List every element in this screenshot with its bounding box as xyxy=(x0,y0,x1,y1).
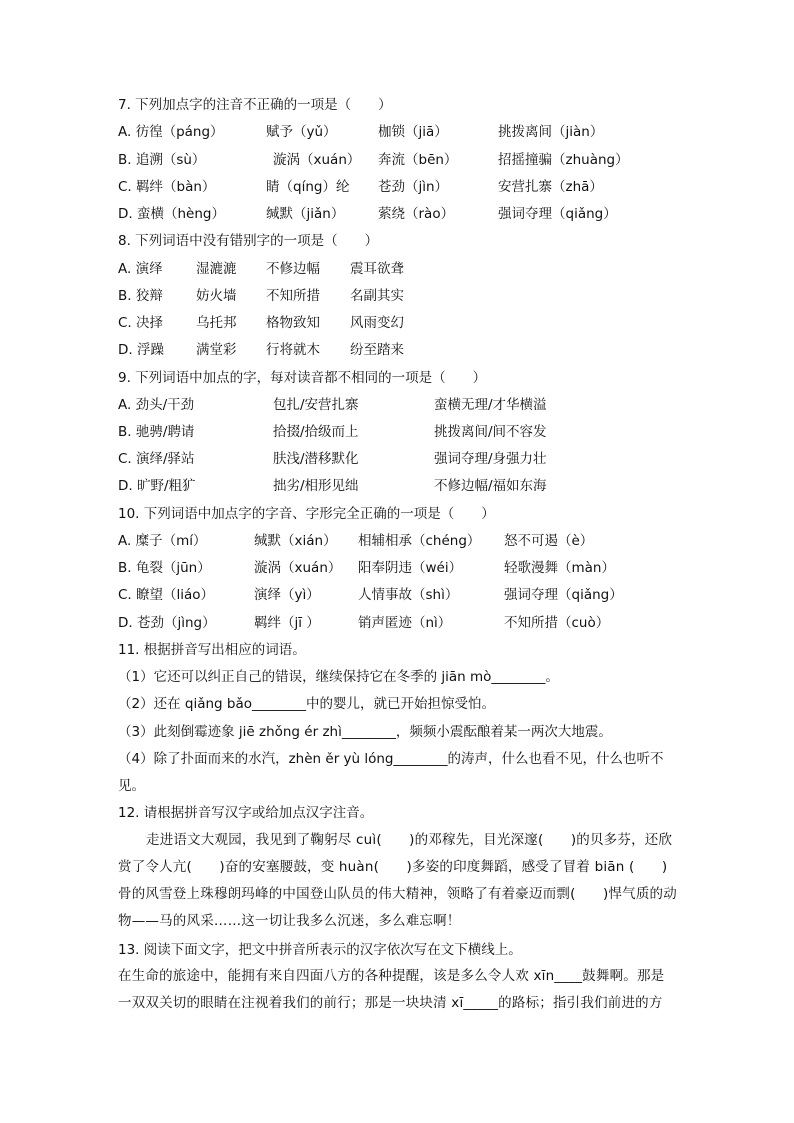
question-10-stem: 10. 下列词语中加点字的字音、字形完全正确的一项是（ ） xyxy=(118,506,495,522)
option-cell: 纷至踏来 xyxy=(350,342,404,358)
option-cell: 睛（qíng）纶 xyxy=(266,179,350,195)
option-cell: 羁绊（jī ） xyxy=(254,615,320,631)
option-cell: 风雨变幻 xyxy=(350,315,404,331)
option-cell: 阳奉阴违（wéi） xyxy=(358,560,463,576)
question-12-stem: 12. 请根据拼音写汉字或给加点汉字注音。 xyxy=(118,805,374,821)
option-cell: B. 追溯（sù） xyxy=(118,152,206,168)
option-cell: 苍劲（jìn） xyxy=(378,179,449,195)
option-cell: 缄默（xián） xyxy=(254,533,337,549)
question-7-stem: 7. 下列加点字的注音不正确的一项是（ ） xyxy=(118,97,392,113)
option-cell: 强词夺理（qiǎng） xyxy=(498,206,617,222)
option-cell: B. 龟裂（jūn） xyxy=(118,560,211,576)
question-11-item: （2）还在 qiǎng bǎo________中的婴儿，就已开始担惊受怕。 xyxy=(118,696,495,712)
question-8-stem: 8. 下列词语中没有错别字的一项是（ ） xyxy=(118,233,379,249)
option-cell: 相辅相承（chéng） xyxy=(358,533,481,549)
option-cell: 漩涡（xuán） xyxy=(254,560,342,576)
option-cell: 拾掇/拾级而上 xyxy=(273,424,359,440)
question-11-item: （4）除了扑面而来的水汽，zhèn ěr yù lóng________的涛声，什么也看不见，什么也听不 xyxy=(118,751,664,767)
question-12-passage: 走进语文大观园，我见到了鞠躬尽 cuì( )的邓稼先，目光深邃( )的贝多芬，还欣赏了令人亢( )奋的安塞腰鼓，变 huàn( )多姿的印度舞蹈，感受了冒着 biān ( )骨的风雪登上珠穆朗玛峰的中国登山队员的伟大精神，领略了有着豪迈而剽( )悍气质的动物——马的风采……这一切让我多么沉迷，多么难忘啊！ xyxy=(118,832,677,929)
option-cell: 人情事故（shì） xyxy=(358,587,459,603)
question-9-stem: 9. 下列词语中加点的字，每对读音都不相同的一项是（ ） xyxy=(118,370,487,386)
option-cell: 奔流（bēn） xyxy=(378,152,458,168)
question-11-stem: 11. 根据拼音写出相应的词语。 xyxy=(118,642,306,658)
option-cell: 不知所措（cuò） xyxy=(504,615,610,631)
option-cell: 强词夺理（qiǎng） xyxy=(504,587,623,603)
option-cell: D. 蛮横（hèng） xyxy=(118,206,225,222)
option-cell: D. 苍劲（jìng） xyxy=(118,615,216,631)
option-cell: 名副其实 xyxy=(350,288,404,304)
option-cell: 不修边幅/福如东海 xyxy=(434,478,547,494)
option-cell: 演绎（yì） xyxy=(254,587,320,603)
option-cell: 肤浅/潜移默化 xyxy=(273,451,359,467)
option-cell: 销声匿迹（nì） xyxy=(358,615,452,631)
option-cell: B. 驰骋/聘请 xyxy=(118,424,195,440)
option-cell: 乌托邦 xyxy=(196,315,237,331)
question-11-item: （1）它还可以纠正自己的错误，继续保持它在冬季的 jiān mò________。 xyxy=(118,669,559,685)
option-cell: 不修边幅 xyxy=(266,261,320,277)
question-13-passage: 在生命的旅途中，能拥有来自四面八方的各种提醒，该是多么令人欢 xīn____鼓舞啊。那是一双双关切的眼睛在注视着我们的前行；那是一块块清 xī_____的路标；指引我们前进的方 xyxy=(118,968,665,1011)
option-cell: 行将就木 xyxy=(266,342,320,358)
option-cell: 缄默（jiǎn） xyxy=(266,206,345,222)
question-11-item: 见。 xyxy=(118,778,145,794)
option-cell: 挑拨离间/间不容发 xyxy=(434,424,547,440)
option-cell: 蛮横无理/才华横溢 xyxy=(434,397,547,413)
option-cell: A. 演绎 xyxy=(118,261,163,277)
option-cell: 挑拨离间（jiàn） xyxy=(498,124,604,140)
question-13-stem: 13. 阅读下面文字，把文中拼音所表示的汉字依次写在文下横线上。 xyxy=(118,942,522,958)
option-cell: D. 浮躁 xyxy=(118,342,164,358)
option-cell: 满堂彩 xyxy=(196,342,237,358)
option-cell: 妨火墙 xyxy=(196,288,237,304)
option-cell: A. 糜子（mí） xyxy=(118,533,207,549)
option-cell: 赋予（yǔ） xyxy=(266,124,337,140)
option-cell: 强词夺理/身强力壮 xyxy=(434,451,547,467)
option-cell: 轻歌漫舞（màn） xyxy=(504,560,615,576)
option-cell: B. 狡辩 xyxy=(118,288,163,304)
option-cell: C. 演绎/驿站 xyxy=(118,451,195,467)
option-cell: 格物致知 xyxy=(266,315,320,331)
option-cell: 湿漉漉 xyxy=(196,261,237,277)
option-cell: 怒不可遏（è） xyxy=(504,533,594,549)
option-cell: 安营扎寨（zhā） xyxy=(498,179,603,195)
option-cell: C. 决择 xyxy=(118,315,164,331)
option-cell: 拙劣/相形见绌 xyxy=(273,478,359,494)
option-cell: C. 瞭望（liáo） xyxy=(118,587,215,603)
option-cell: C. 羁绊（bàn） xyxy=(118,179,216,195)
question-11-item: （3）此刻倒霉迹象 jiē zhǒng ér zhì________，频频小震酝酿着某一两次大地震。 xyxy=(118,724,612,740)
option-cell: 漩涡（xuán） xyxy=(273,152,361,168)
option-cell: 震耳欲聋 xyxy=(350,261,404,277)
option-cell: 不知所措 xyxy=(266,288,320,304)
option-cell: 萦绕（rào） xyxy=(378,206,455,222)
option-cell: D. 旷野/粗犷 xyxy=(118,478,196,494)
option-cell: A. 彷徨（páng） xyxy=(118,124,224,140)
option-cell: 包扎/安营扎寨 xyxy=(273,397,359,413)
option-cell: A. 劲头/干劲 xyxy=(118,397,195,413)
option-cell: 招摇撞骗（zhuàng） xyxy=(498,152,629,168)
option-cell: 枷锁（jiā） xyxy=(378,124,448,140)
